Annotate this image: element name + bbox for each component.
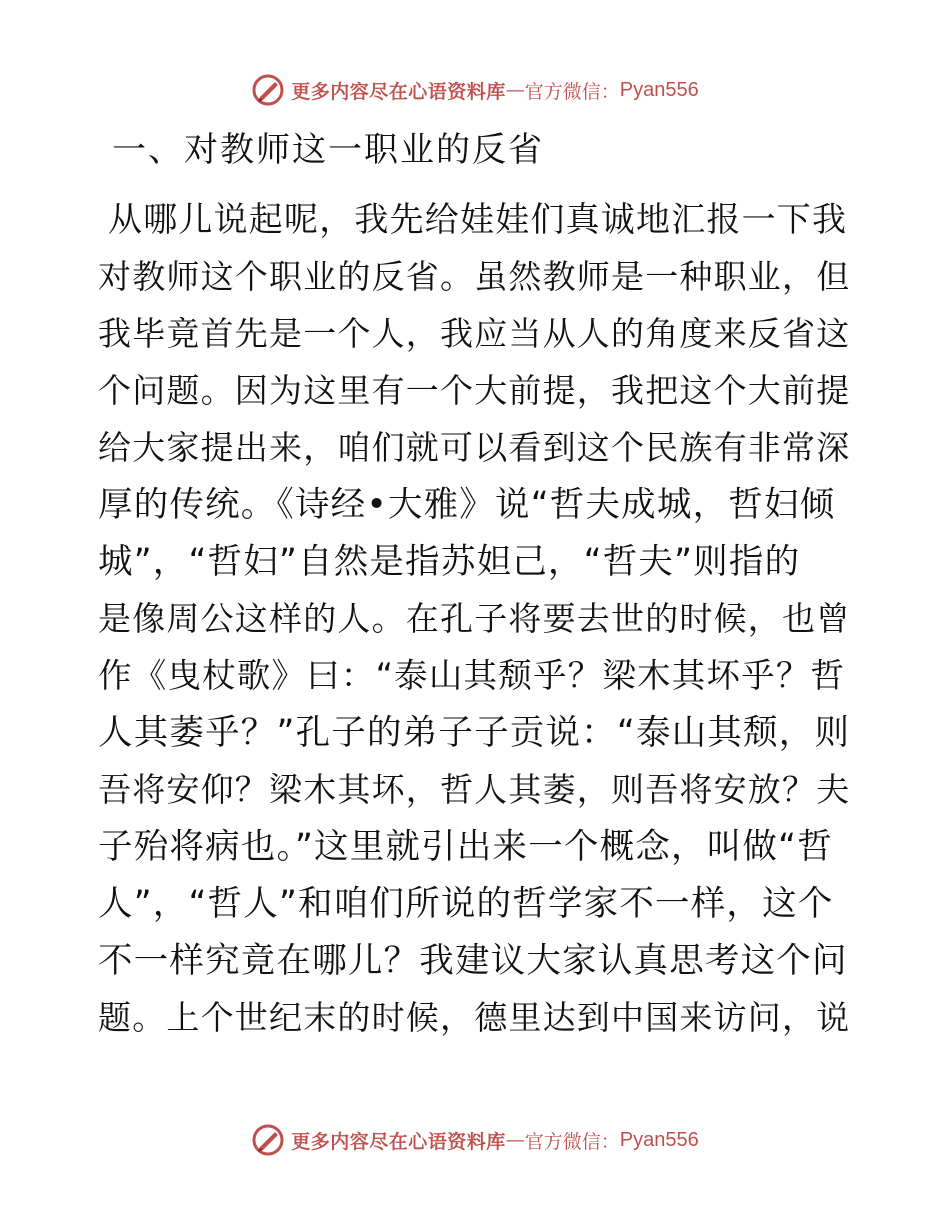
pen-logo-icon [251, 73, 285, 107]
watermark-id: Pyan556 [619, 1128, 699, 1151]
text-line: 城”，“哲妇”自然是指苏妲己，“哲夫”则指的 [98, 542, 801, 582]
text-line: 作《曳杖歌》曰：“泰山其颓乎？梁木其坏乎？哲 [98, 656, 846, 695]
text-line: 子殆将病也。”这里就引出来一个概念，叫做“哲 [98, 827, 833, 867]
text-line: 对教师这个职业的反省。虽然教师是一种职业，但 [98, 257, 851, 296]
text-line: 个问题。因为这里有一个大前提，我把这个大前提 [98, 371, 851, 410]
header-watermark [0, 70, 950, 110]
footer-watermark [0, 1120, 950, 1160]
watermark-main-text: 更多内容尽在心语资料库 [291, 1130, 506, 1153]
text-line: 是像周公这样的人。在孔子将要去世的时候，也曾 [98, 599, 851, 638]
watermark-sub-text: 官方微信： [524, 1130, 620, 1153]
text-line: 从哪儿说起呢，我先给娃娃们真诚地汇报一下我 [108, 200, 848, 240]
text-line: 题。上个世纪末的时候，德里达到中国来访问，说 [98, 998, 851, 1037]
text-line: 厚的传统。《诗经•大雅》说“哲夫成城，哲妇倾 [98, 485, 836, 525]
watermark-main-text: 更多内容尽在心语资料库 [291, 80, 506, 103]
text-line: 吾将安仰？梁木其坏，哲人其萎，则吾将安放？夫 [98, 770, 851, 809]
text-line: 人”，“哲人”和咱们所说的哲学家不一样，这个 [98, 884, 834, 924]
text-line: 我毕竟首先是一个人，我应当从人的角度来反省这 [98, 314, 851, 353]
text-line: 给大家提出来，咱们就可以看到这个民族有非常深 [98, 428, 851, 467]
watermark-dash: — [505, 79, 525, 101]
text-line: 人其萎乎？”孔子的弟子子贡说：“泰山其颓，则 [98, 713, 851, 753]
section-heading: 一、对教师这一职业的反省 [112, 130, 544, 170]
watermark-id: Pyan556 [619, 78, 699, 101]
watermark-dash: — [505, 1129, 525, 1151]
pen-logo-icon [251, 1123, 285, 1157]
text-line: 不一样究竟在哪儿？我建议大家认真思考这个问 [98, 941, 848, 981]
watermark-sub-text: 官方微信： [524, 80, 620, 103]
